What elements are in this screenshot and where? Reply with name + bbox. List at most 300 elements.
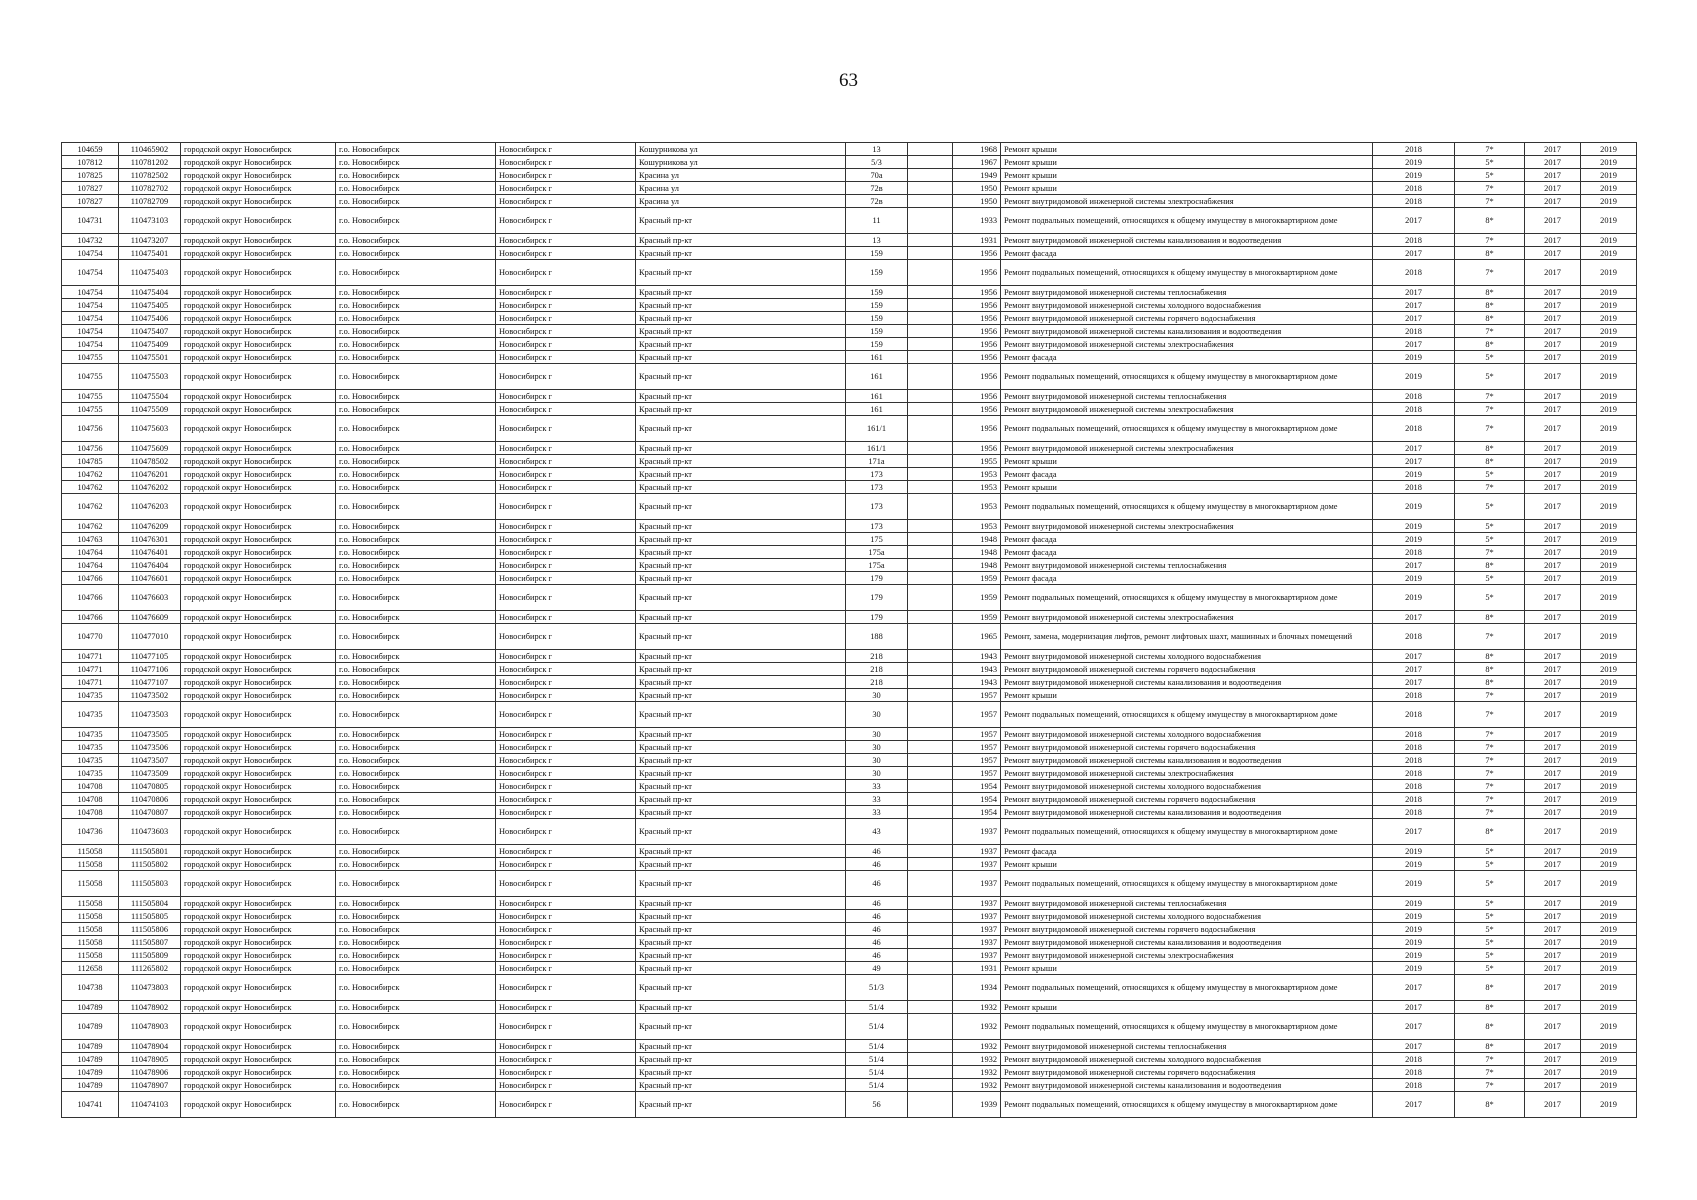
house-id-cell: 104763: [62, 533, 119, 546]
building-cell: [908, 260, 953, 286]
work-type-cell: Ремонт подвальных помещений, относящихся к общему имуществу в многоквартирном доме: [1001, 364, 1373, 390]
house-id-cell: 107827: [62, 182, 119, 195]
municipality-cell: городской округ Новосибирск: [181, 494, 336, 520]
work-type-cell: Ремонт внутридомовой инженерной системы холодного водоснабжения: [1001, 650, 1373, 663]
house-number-cell: 46: [846, 897, 908, 910]
period-start-cell: 2017: [1525, 702, 1581, 728]
district-cell: г.о. Новосибирск: [336, 416, 496, 442]
period-start-cell: 2017: [1525, 546, 1581, 559]
house-id-cell: 104732: [62, 234, 119, 247]
house-number-cell: 218: [846, 676, 908, 689]
municipality-cell: городской округ Новосибирск: [181, 520, 336, 533]
locality-cell: Новосибирск г: [496, 195, 636, 208]
district-cell: г.о. Новосибирск: [336, 364, 496, 390]
priority-cell: 8*: [1455, 312, 1525, 325]
work-id-cell: 110473503: [119, 702, 181, 728]
priority-cell: 5*: [1455, 858, 1525, 871]
work-type-cell: Ремонт внутридомовой инженерной системы канализования и водоотведения: [1001, 1079, 1373, 1092]
work-type-cell: Ремонт внутридомовой инженерной системы горячего водоснабжения: [1001, 741, 1373, 754]
house-id-cell: 104789: [62, 1040, 119, 1053]
work-id-cell: 110782702: [119, 182, 181, 195]
period-start-cell: 2017: [1525, 1053, 1581, 1066]
building-cell: [908, 702, 953, 728]
municipality-cell: городской округ Новосибирск: [181, 169, 336, 182]
work-id-cell: 110473207: [119, 234, 181, 247]
street-cell: Красный пр-кт: [636, 611, 846, 624]
house-id-cell: 115058: [62, 871, 119, 897]
table-row: [62, 286, 1637, 299]
locality-cell: Новосибирск г: [496, 702, 636, 728]
district-cell: г.о. Новосибирск: [336, 546, 496, 559]
district-cell: г.о. Новосибирск: [336, 1001, 496, 1014]
table-row: [62, 962, 1637, 975]
planned-year-cell: 2017: [1373, 299, 1455, 312]
table-row: [62, 403, 1637, 416]
table-row: [62, 169, 1637, 182]
work-type-cell: Ремонт фасада: [1001, 468, 1373, 481]
build-year-cell: 1956: [953, 299, 1001, 312]
building-cell: [908, 767, 953, 780]
municipality-cell: городской округ Новосибирск: [181, 1066, 336, 1079]
period-end-cell: 2019: [1581, 624, 1637, 650]
building-cell: [908, 364, 953, 390]
period-start-cell: 2017: [1525, 611, 1581, 624]
planned-year-cell: 2019: [1373, 845, 1455, 858]
municipality-cell: городской округ Новосибирск: [181, 819, 336, 845]
house-id-cell: 104789: [62, 1053, 119, 1066]
district-cell: г.о. Новосибирск: [336, 247, 496, 260]
planned-year-cell: 2019: [1373, 923, 1455, 936]
house-id-cell: 104659: [62, 143, 119, 156]
period-start-cell: 2017: [1525, 858, 1581, 871]
period-start-cell: 2017: [1525, 442, 1581, 455]
house-id-cell: 104735: [62, 754, 119, 767]
district-cell: г.о. Новосибирск: [336, 819, 496, 845]
build-year-cell: 1931: [953, 234, 1001, 247]
build-year-cell: 1948: [953, 559, 1001, 572]
build-year-cell: 1937: [953, 897, 1001, 910]
work-type-cell: Ремонт внутридомовой инженерной системы теплоснабжения: [1001, 390, 1373, 403]
municipality-cell: городской округ Новосибирск: [181, 286, 336, 299]
period-start-cell: 2017: [1525, 143, 1581, 156]
locality-cell: Новосибирск г: [496, 260, 636, 286]
locality-cell: Новосибирск г: [496, 338, 636, 351]
locality-cell: Новосибирск г: [496, 650, 636, 663]
work-id-cell: 110477106: [119, 663, 181, 676]
planned-year-cell: 2017: [1373, 819, 1455, 845]
district-cell: г.о. Новосибирск: [336, 286, 496, 299]
municipality-cell: городской округ Новосибирск: [181, 767, 336, 780]
house-number-cell: 173: [846, 520, 908, 533]
municipality-cell: городской округ Новосибирск: [181, 1079, 336, 1092]
municipality-cell: городской округ Новосибирск: [181, 858, 336, 871]
street-cell: Красный пр-кт: [636, 728, 846, 741]
period-start-cell: 2017: [1525, 390, 1581, 403]
build-year-cell: 1956: [953, 390, 1001, 403]
house-number-cell: 46: [846, 949, 908, 962]
work-id-cell: 110470805: [119, 780, 181, 793]
period-end-cell: 2019: [1581, 234, 1637, 247]
locality-cell: Новосибирск г: [496, 676, 636, 689]
table-row: [62, 845, 1637, 858]
period-start-cell: 2017: [1525, 676, 1581, 689]
house-id-cell: 104755: [62, 351, 119, 364]
planned-year-cell: 2017: [1373, 1092, 1455, 1118]
priority-cell: 8*: [1455, 286, 1525, 299]
building-cell: [908, 858, 953, 871]
table-row: [62, 468, 1637, 481]
work-type-cell: Ремонт внутридомовой инженерной системы канализования и водоотведения: [1001, 936, 1373, 949]
period-end-cell: 2019: [1581, 923, 1637, 936]
period-end-cell: 2019: [1581, 169, 1637, 182]
municipality-cell: городской округ Новосибирск: [181, 455, 336, 468]
work-type-cell: Ремонт крыши: [1001, 455, 1373, 468]
house-number-cell: 49: [846, 962, 908, 975]
table-row: [62, 1092, 1637, 1118]
municipality-cell: городской округ Новосибирск: [181, 793, 336, 806]
district-cell: г.о. Новосибирск: [336, 208, 496, 234]
priority-cell: 5*: [1455, 585, 1525, 611]
table-row: [62, 338, 1637, 351]
priority-cell: 7*: [1455, 1066, 1525, 1079]
work-type-cell: Ремонт внутридомовой инженерной системы теплоснабжения: [1001, 897, 1373, 910]
period-start-cell: 2017: [1525, 403, 1581, 416]
locality-cell: Новосибирск г: [496, 481, 636, 494]
priority-cell: 7*: [1455, 403, 1525, 416]
building-cell: [908, 910, 953, 923]
period-start-cell: 2017: [1525, 494, 1581, 520]
table-row: [62, 819, 1637, 845]
work-id-cell: 111505807: [119, 936, 181, 949]
work-type-cell: Ремонт внутридомовой инженерной системы электроснабжения: [1001, 949, 1373, 962]
house-number-cell: 51/4: [846, 1053, 908, 1066]
locality-cell: Новосибирск г: [496, 143, 636, 156]
planned-year-cell: 2018: [1373, 390, 1455, 403]
locality-cell: Новосибирск г: [496, 754, 636, 767]
priority-cell: 7*: [1455, 624, 1525, 650]
work-id-cell: 110782709: [119, 195, 181, 208]
table-row: [62, 1001, 1637, 1014]
street-cell: Красный пр-кт: [636, 494, 846, 520]
period-start-cell: 2017: [1525, 338, 1581, 351]
street-cell: Красный пр-кт: [636, 403, 846, 416]
house-id-cell: 104736: [62, 819, 119, 845]
planned-year-cell: 2017: [1373, 663, 1455, 676]
table-row: [62, 585, 1637, 611]
period-end-cell: 2019: [1581, 858, 1637, 871]
period-end-cell: 2019: [1581, 390, 1637, 403]
locality-cell: Новосибирск г: [496, 1053, 636, 1066]
district-cell: г.о. Новосибирск: [336, 754, 496, 767]
street-cell: Красина ул: [636, 195, 846, 208]
house-number-cell: 218: [846, 650, 908, 663]
district-cell: г.о. Новосибирск: [336, 481, 496, 494]
district-cell: г.о. Новосибирск: [336, 572, 496, 585]
locality-cell: Новосибирск г: [496, 403, 636, 416]
municipality-cell: городской округ Новосибирск: [181, 260, 336, 286]
house-number-cell: 175: [846, 533, 908, 546]
district-cell: г.о. Новосибирск: [336, 923, 496, 936]
period-start-cell: 2017: [1525, 286, 1581, 299]
table-row: [62, 741, 1637, 754]
municipality-cell: городской округ Новосибирск: [181, 975, 336, 1001]
district-cell: г.о. Новосибирск: [336, 338, 496, 351]
municipality-cell: городской округ Новосибирск: [181, 351, 336, 364]
locality-cell: Новосибирск г: [496, 416, 636, 442]
municipality-cell: городской округ Новосибирск: [181, 299, 336, 312]
district-cell: г.о. Новосибирск: [336, 871, 496, 897]
district-cell: г.о. Новосибирск: [336, 442, 496, 455]
locality-cell: Новосибирск г: [496, 182, 636, 195]
municipality-cell: городской округ Новосибирск: [181, 871, 336, 897]
house-id-cell: 104708: [62, 793, 119, 806]
locality-cell: Новосибирск г: [496, 767, 636, 780]
work-id-cell: 110470806: [119, 793, 181, 806]
work-type-cell: Ремонт крыши: [1001, 143, 1373, 156]
period-start-cell: 2017: [1525, 1001, 1581, 1014]
work-type-cell: Ремонт внутридомовой инженерной системы канализования и водоотведения: [1001, 325, 1373, 338]
table-row: [62, 780, 1637, 793]
house-id-cell: 104789: [62, 1001, 119, 1014]
period-end-cell: 2019: [1581, 299, 1637, 312]
work-id-cell: 110478906: [119, 1066, 181, 1079]
house-id-cell: 104770: [62, 624, 119, 650]
period-start-cell: 2017: [1525, 559, 1581, 572]
priority-cell: 8*: [1455, 455, 1525, 468]
period-start-cell: 2017: [1525, 156, 1581, 169]
period-end-cell: 2019: [1581, 676, 1637, 689]
period-end-cell: 2019: [1581, 195, 1637, 208]
work-type-cell: Ремонт крыши: [1001, 182, 1373, 195]
period-start-cell: 2017: [1525, 1066, 1581, 1079]
municipality-cell: городской округ Новосибирск: [181, 754, 336, 767]
work-type-cell: Ремонт крыши: [1001, 481, 1373, 494]
municipality-cell: городской округ Новосибирск: [181, 949, 336, 962]
house-number-cell: 30: [846, 689, 908, 702]
period-start-cell: 2017: [1525, 1079, 1581, 1092]
priority-cell: 8*: [1455, 650, 1525, 663]
work-type-cell: Ремонт внутридомовой инженерной системы электроснабжения: [1001, 520, 1373, 533]
period-start-cell: 2017: [1525, 468, 1581, 481]
house-id-cell: 104754: [62, 286, 119, 299]
work-id-cell: 110475404: [119, 286, 181, 299]
priority-cell: 8*: [1455, 1040, 1525, 1053]
build-year-cell: 1934: [953, 975, 1001, 1001]
build-year-cell: 1956: [953, 286, 1001, 299]
district-cell: г.о. Новосибирск: [336, 559, 496, 572]
priority-cell: 7*: [1455, 195, 1525, 208]
locality-cell: Новосибирск г: [496, 390, 636, 403]
municipality-cell: городской округ Новосибирск: [181, 650, 336, 663]
period-end-cell: 2019: [1581, 286, 1637, 299]
period-start-cell: 2017: [1525, 663, 1581, 676]
priority-cell: 7*: [1455, 741, 1525, 754]
period-end-cell: 2019: [1581, 767, 1637, 780]
planned-year-cell: 2018: [1373, 143, 1455, 156]
table-row: [62, 923, 1637, 936]
street-cell: Красный пр-кт: [636, 1053, 846, 1066]
building-cell: [908, 494, 953, 520]
build-year-cell: 1956: [953, 416, 1001, 442]
house-number-cell: 179: [846, 585, 908, 611]
build-year-cell: 1943: [953, 650, 1001, 663]
planned-year-cell: 2018: [1373, 702, 1455, 728]
house-id-cell: 104764: [62, 559, 119, 572]
house-number-cell: 51/4: [846, 1079, 908, 1092]
build-year-cell: 1965: [953, 624, 1001, 650]
house-id-cell: 104771: [62, 650, 119, 663]
planned-year-cell: 2018: [1373, 546, 1455, 559]
period-start-cell: 2017: [1525, 936, 1581, 949]
planned-year-cell: 2018: [1373, 793, 1455, 806]
street-cell: Красный пр-кт: [636, 650, 846, 663]
house-id-cell: 104735: [62, 767, 119, 780]
house-number-cell: 13: [846, 234, 908, 247]
priority-cell: 5*: [1455, 169, 1525, 182]
district-cell: г.о. Новосибирск: [336, 676, 496, 689]
street-cell: Красный пр-кт: [636, 910, 846, 923]
period-start-cell: 2017: [1525, 299, 1581, 312]
planned-year-cell: 2019: [1373, 364, 1455, 390]
district-cell: г.о. Новосибирск: [336, 325, 496, 338]
building-cell: [908, 390, 953, 403]
table-row: [62, 325, 1637, 338]
table-row: [62, 260, 1637, 286]
work-id-cell: 111505805: [119, 910, 181, 923]
district-cell: г.о. Новосибирск: [336, 936, 496, 949]
work-type-cell: Ремонт подвальных помещений, относящихся к общему имуществу в многоквартирном доме: [1001, 819, 1373, 845]
work-type-cell: Ремонт внутридомовой инженерной системы электроснабжения: [1001, 403, 1373, 416]
planned-year-cell: 2018: [1373, 728, 1455, 741]
priority-cell: 8*: [1455, 975, 1525, 1001]
table-row: [62, 897, 1637, 910]
street-cell: Красный пр-кт: [636, 663, 846, 676]
table-row: [62, 195, 1637, 208]
work-id-cell: 110473505: [119, 728, 181, 741]
district-cell: г.о. Новосибирск: [336, 234, 496, 247]
locality-cell: Новосибирск г: [496, 910, 636, 923]
work-type-cell: Ремонт фасада: [1001, 533, 1373, 546]
planned-year-cell: 2019: [1373, 936, 1455, 949]
municipality-cell: городской округ Новосибирск: [181, 923, 336, 936]
period-end-cell: 2019: [1581, 1092, 1637, 1118]
priority-cell: 8*: [1455, 299, 1525, 312]
building-cell: [908, 975, 953, 1001]
building-cell: [908, 585, 953, 611]
district-cell: г.о. Новосибирск: [336, 299, 496, 312]
period-end-cell: 2019: [1581, 689, 1637, 702]
period-end-cell: 2019: [1581, 312, 1637, 325]
work-type-cell: Ремонт внутридомовой инженерной системы электроснабжения: [1001, 195, 1373, 208]
build-year-cell: 1955: [953, 455, 1001, 468]
period-end-cell: 2019: [1581, 143, 1637, 156]
planned-year-cell: 2018: [1373, 689, 1455, 702]
building-cell: [908, 182, 953, 195]
locality-cell: Новосибирск г: [496, 923, 636, 936]
building-cell: [908, 806, 953, 819]
build-year-cell: 1959: [953, 585, 1001, 611]
table-row: [62, 559, 1637, 572]
work-type-cell: Ремонт крыши: [1001, 962, 1373, 975]
priority-cell: 7*: [1455, 806, 1525, 819]
district-cell: г.о. Новосибирск: [336, 728, 496, 741]
period-end-cell: 2019: [1581, 338, 1637, 351]
street-cell: Красный пр-кт: [636, 897, 846, 910]
build-year-cell: 1937: [953, 910, 1001, 923]
house-number-cell: 173: [846, 481, 908, 494]
build-year-cell: 1937: [953, 845, 1001, 858]
municipality-cell: городской округ Новосибирск: [181, 442, 336, 455]
work-type-cell: Ремонт внутридомовой инженерной системы канализования и водоотведения: [1001, 234, 1373, 247]
house-id-cell: 104762: [62, 468, 119, 481]
house-number-cell: 161/1: [846, 416, 908, 442]
period-end-cell: 2019: [1581, 208, 1637, 234]
work-id-cell: 110475403: [119, 260, 181, 286]
work-id-cell: 110473506: [119, 741, 181, 754]
period-start-cell: 2017: [1525, 650, 1581, 663]
district-cell: г.о. Новосибирск: [336, 1014, 496, 1040]
priority-cell: 7*: [1455, 325, 1525, 338]
street-cell: Красный пр-кт: [636, 975, 846, 1001]
work-type-cell: Ремонт фасада: [1001, 546, 1373, 559]
priority-cell: 7*: [1455, 754, 1525, 767]
building-cell: [908, 520, 953, 533]
building-cell: [908, 403, 953, 416]
priority-cell: 5*: [1455, 897, 1525, 910]
building-cell: [908, 962, 953, 975]
period-end-cell: 2019: [1581, 936, 1637, 949]
work-type-cell: Ремонт внутридомовой инженерной системы канализования и водоотведения: [1001, 754, 1373, 767]
priority-cell: 8*: [1455, 663, 1525, 676]
work-type-cell: Ремонт внутридомовой инженерной системы горячего водоснабжения: [1001, 793, 1373, 806]
period-end-cell: 2019: [1581, 728, 1637, 741]
municipality-cell: городской округ Новосибирск: [181, 143, 336, 156]
house-id-cell: 104735: [62, 702, 119, 728]
district-cell: г.о. Новосибирск: [336, 910, 496, 923]
work-type-cell: Ремонт внутридомовой инженерной системы теплоснабжения: [1001, 1040, 1373, 1053]
build-year-cell: 1956: [953, 351, 1001, 364]
house-number-cell: 161: [846, 351, 908, 364]
table-row: [62, 793, 1637, 806]
planned-year-cell: 2017: [1373, 1040, 1455, 1053]
build-year-cell: 1932: [953, 1079, 1001, 1092]
priority-cell: 8*: [1455, 208, 1525, 234]
period-end-cell: 2019: [1581, 1066, 1637, 1079]
house-id-cell: 104766: [62, 585, 119, 611]
house-id-cell: 104735: [62, 741, 119, 754]
period-start-cell: 2017: [1525, 897, 1581, 910]
period-start-cell: 2017: [1525, 962, 1581, 975]
house-number-cell: 30: [846, 767, 908, 780]
building-cell: [908, 156, 953, 169]
building-cell: [908, 871, 953, 897]
work-type-cell: Ремонт крыши: [1001, 858, 1373, 871]
house-id-cell: 104789: [62, 1079, 119, 1092]
building-cell: [908, 780, 953, 793]
work-type-cell: Ремонт крыши: [1001, 156, 1373, 169]
municipality-cell: городской округ Новосибирск: [181, 676, 336, 689]
municipality-cell: городской округ Новосибирск: [181, 312, 336, 325]
period-start-cell: 2017: [1525, 1092, 1581, 1118]
street-cell: Красный пр-кт: [636, 546, 846, 559]
priority-cell: 5*: [1455, 923, 1525, 936]
planned-year-cell: 2018: [1373, 416, 1455, 442]
planned-year-cell: 2017: [1373, 312, 1455, 325]
work-id-cell: 110470807: [119, 806, 181, 819]
locality-cell: Новосибирск г: [496, 611, 636, 624]
work-type-cell: Ремонт крыши: [1001, 169, 1373, 182]
period-end-cell: 2019: [1581, 806, 1637, 819]
